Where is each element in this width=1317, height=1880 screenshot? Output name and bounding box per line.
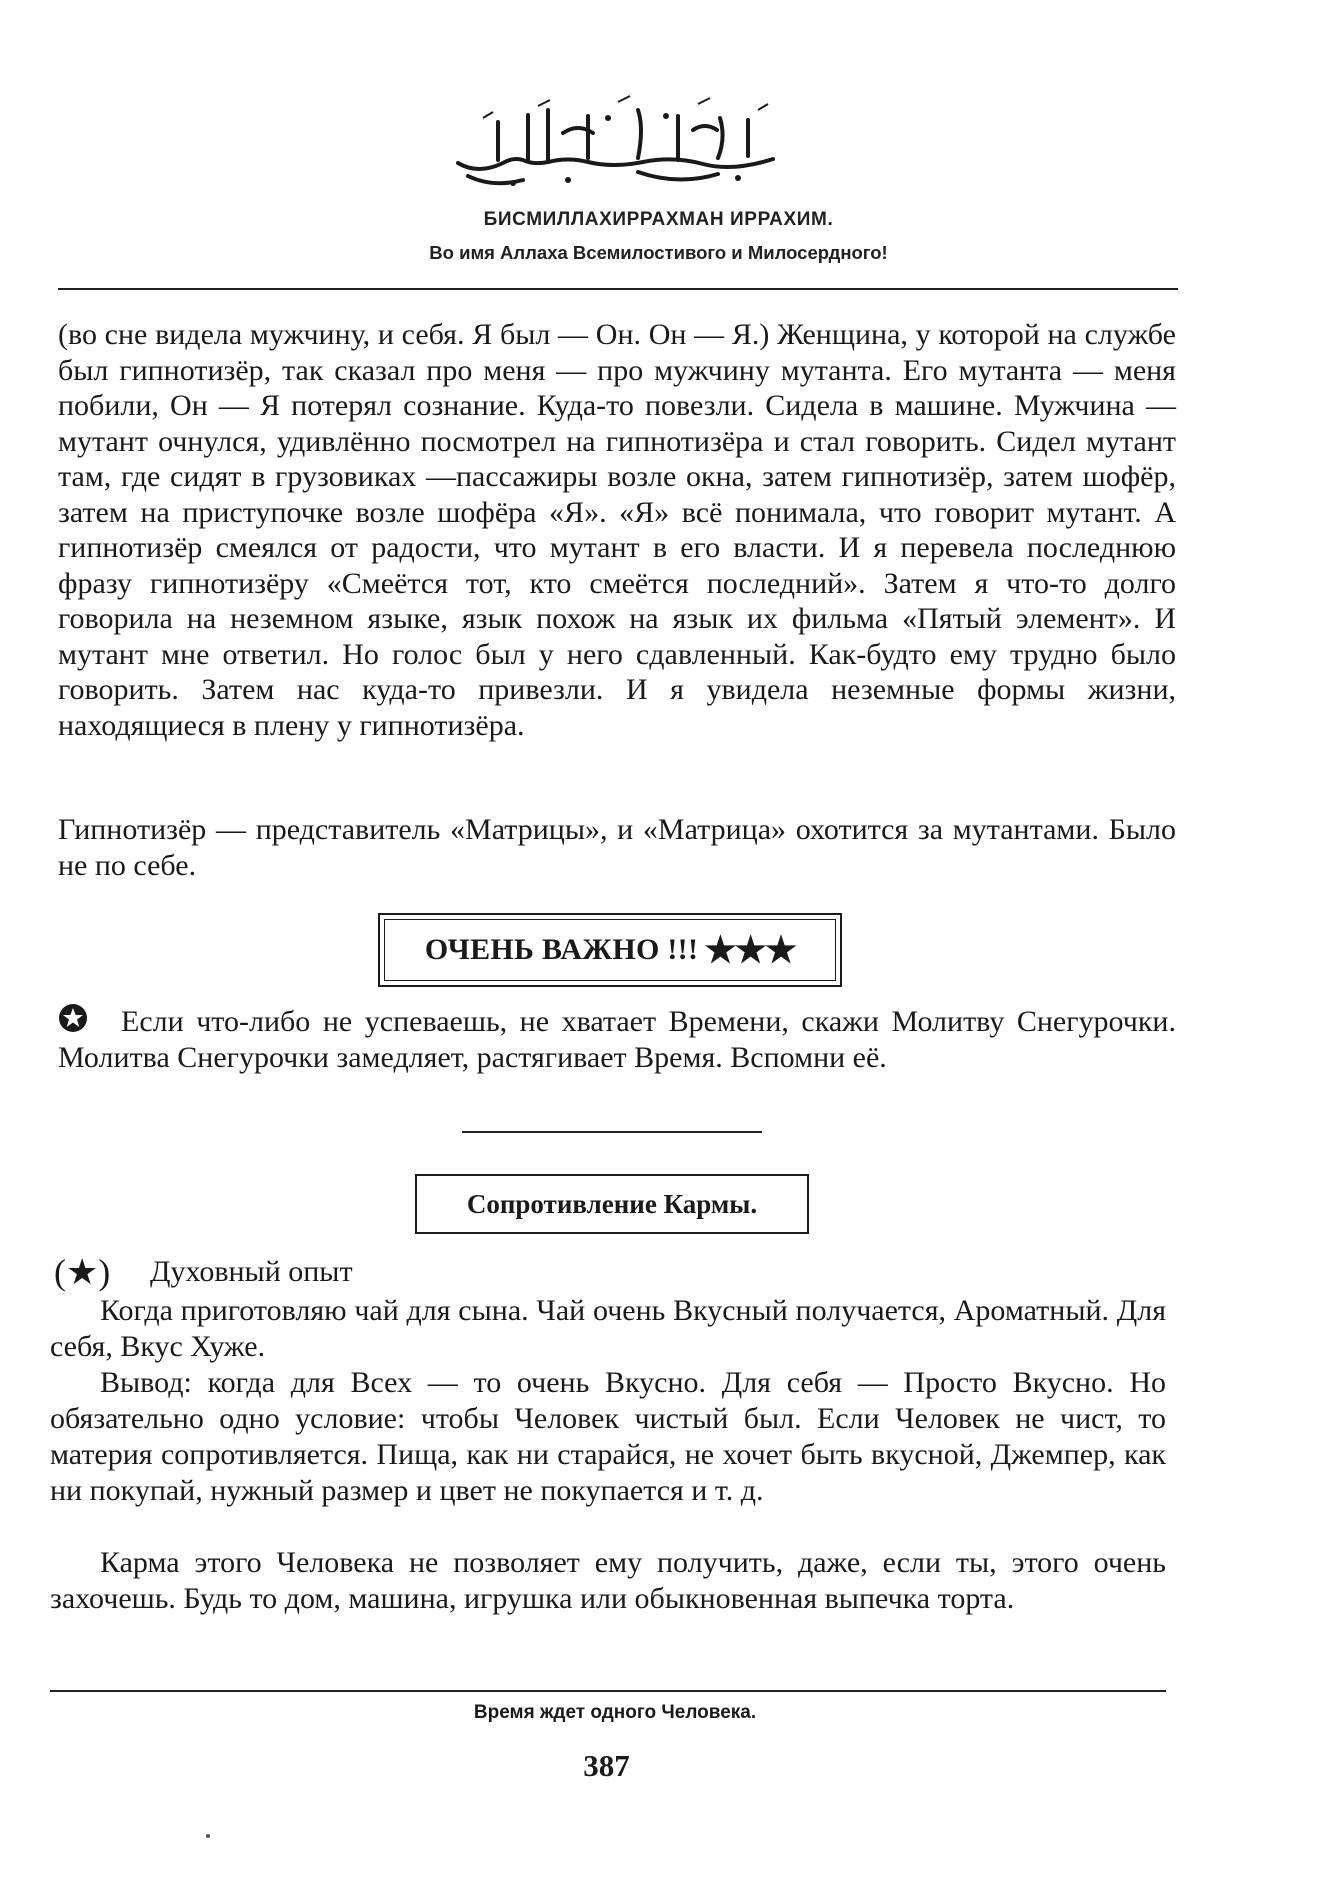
star-marker: (★): [54, 1252, 111, 1292]
footer-motto: Время ждет одного Человека.: [473, 1702, 757, 1723]
important-text: Если что-либо не успеваешь, не хватает Времени, скажи Молитву Снегурочки. Молитва Снегурочки замедляет, растягивает Время. Вспомни её.: [58, 1005, 1176, 1074]
page-header-subtitle: Во имя Аллаха Всемилостивого и Милосердного!: [429, 242, 888, 263]
important-box: [378, 913, 842, 987]
important-box-label: ОЧЕНЬ ВАЖНО !!!: [424, 933, 699, 966]
karma-paragraph-3: Карма этого Человека не позволяет ему получить, даже, если ты, этого очень захочешь. Будь то дом, машина, игрушка или обыкновенная выпечка торта.: [50, 1546, 1166, 1615]
karma-section-title: Сопротивление Кармы.: [415, 1174, 809, 1234]
experience-title: Духовный опыт: [150, 1255, 353, 1288]
body-paragraph-2: Гипнотизёр — представитель «Матрицы», и «Матрица» охотится за мутантами. Было не по себе.: [58, 813, 1176, 882]
important-box-stars: ★★★: [704, 930, 796, 970]
scan-speck: [206, 1834, 210, 1838]
page-header-title: БИСМИЛЛАХИРРАХМАН ИРРАХИМ.: [483, 209, 834, 230]
body-paragraph-1: (во сне видела мужчину, и себя. Я был — Он. Он — Я.) Женщина, у которой на службе был гипнотизёр, так сказал про меня — про мужчину мутанта. Его мутанта — меня побили, Он — Я потерял сознание. Куда-то повезли. Сидела в машине. Мужчина — мутант очнулся, удивлённо посмотрел на гипнотизёра и стал говорить. Сидел мутант там, где сидят в грузовиках —пассажиры возле окна, затем гипнотизёр, затем шофёр, затем на приступочке возле шофёра «Я». «Я» всё понимала, что говорит мутант. А гипнотизёр смеялся от радости, что мутант в его власти. И я перевела последнюю фразу гипнотизёру «Смеётся тот, кто смеётся последний». Затем я что-то долго говорила на неземном языке, язык похож на язык их фильма «Пятый элемент». И мутант мне ответил. Но голос был у него сдавленный. Как-будто ему трудно было говорить. Затем нас куда-то привезли. И я увидела неземные формы жизни, находящиеся в плену у гипнотизёра.: [58, 318, 1176, 742]
header-divider: [58, 288, 1178, 290]
footer-divider: [50, 1690, 1166, 1692]
karma-paragraph-1: Когда приготовляю чай для сына. Чай очень Вкусный получается, Ароматный. Для себя, Вкус Хуже.: [50, 1294, 1166, 1363]
bismillah-calligraphy: [438, 88, 798, 198]
karma-paragraph-2: Вывод: когда для Всех — то очень Вкусно. Для себя — Просто Вкусно. Но обязательно одно условие: чтобы Человек чистый был. Если Человек не чист, то материя сопротивляется. Пища, как ни старайся, не хочет быть вкусной, Джемпер, как ни покупай, нужный размер и цвет не покупается и т. д.: [50, 1366, 1166, 1507]
page-number: 387: [583, 1748, 630, 1783]
section-divider: [462, 1131, 762, 1133]
